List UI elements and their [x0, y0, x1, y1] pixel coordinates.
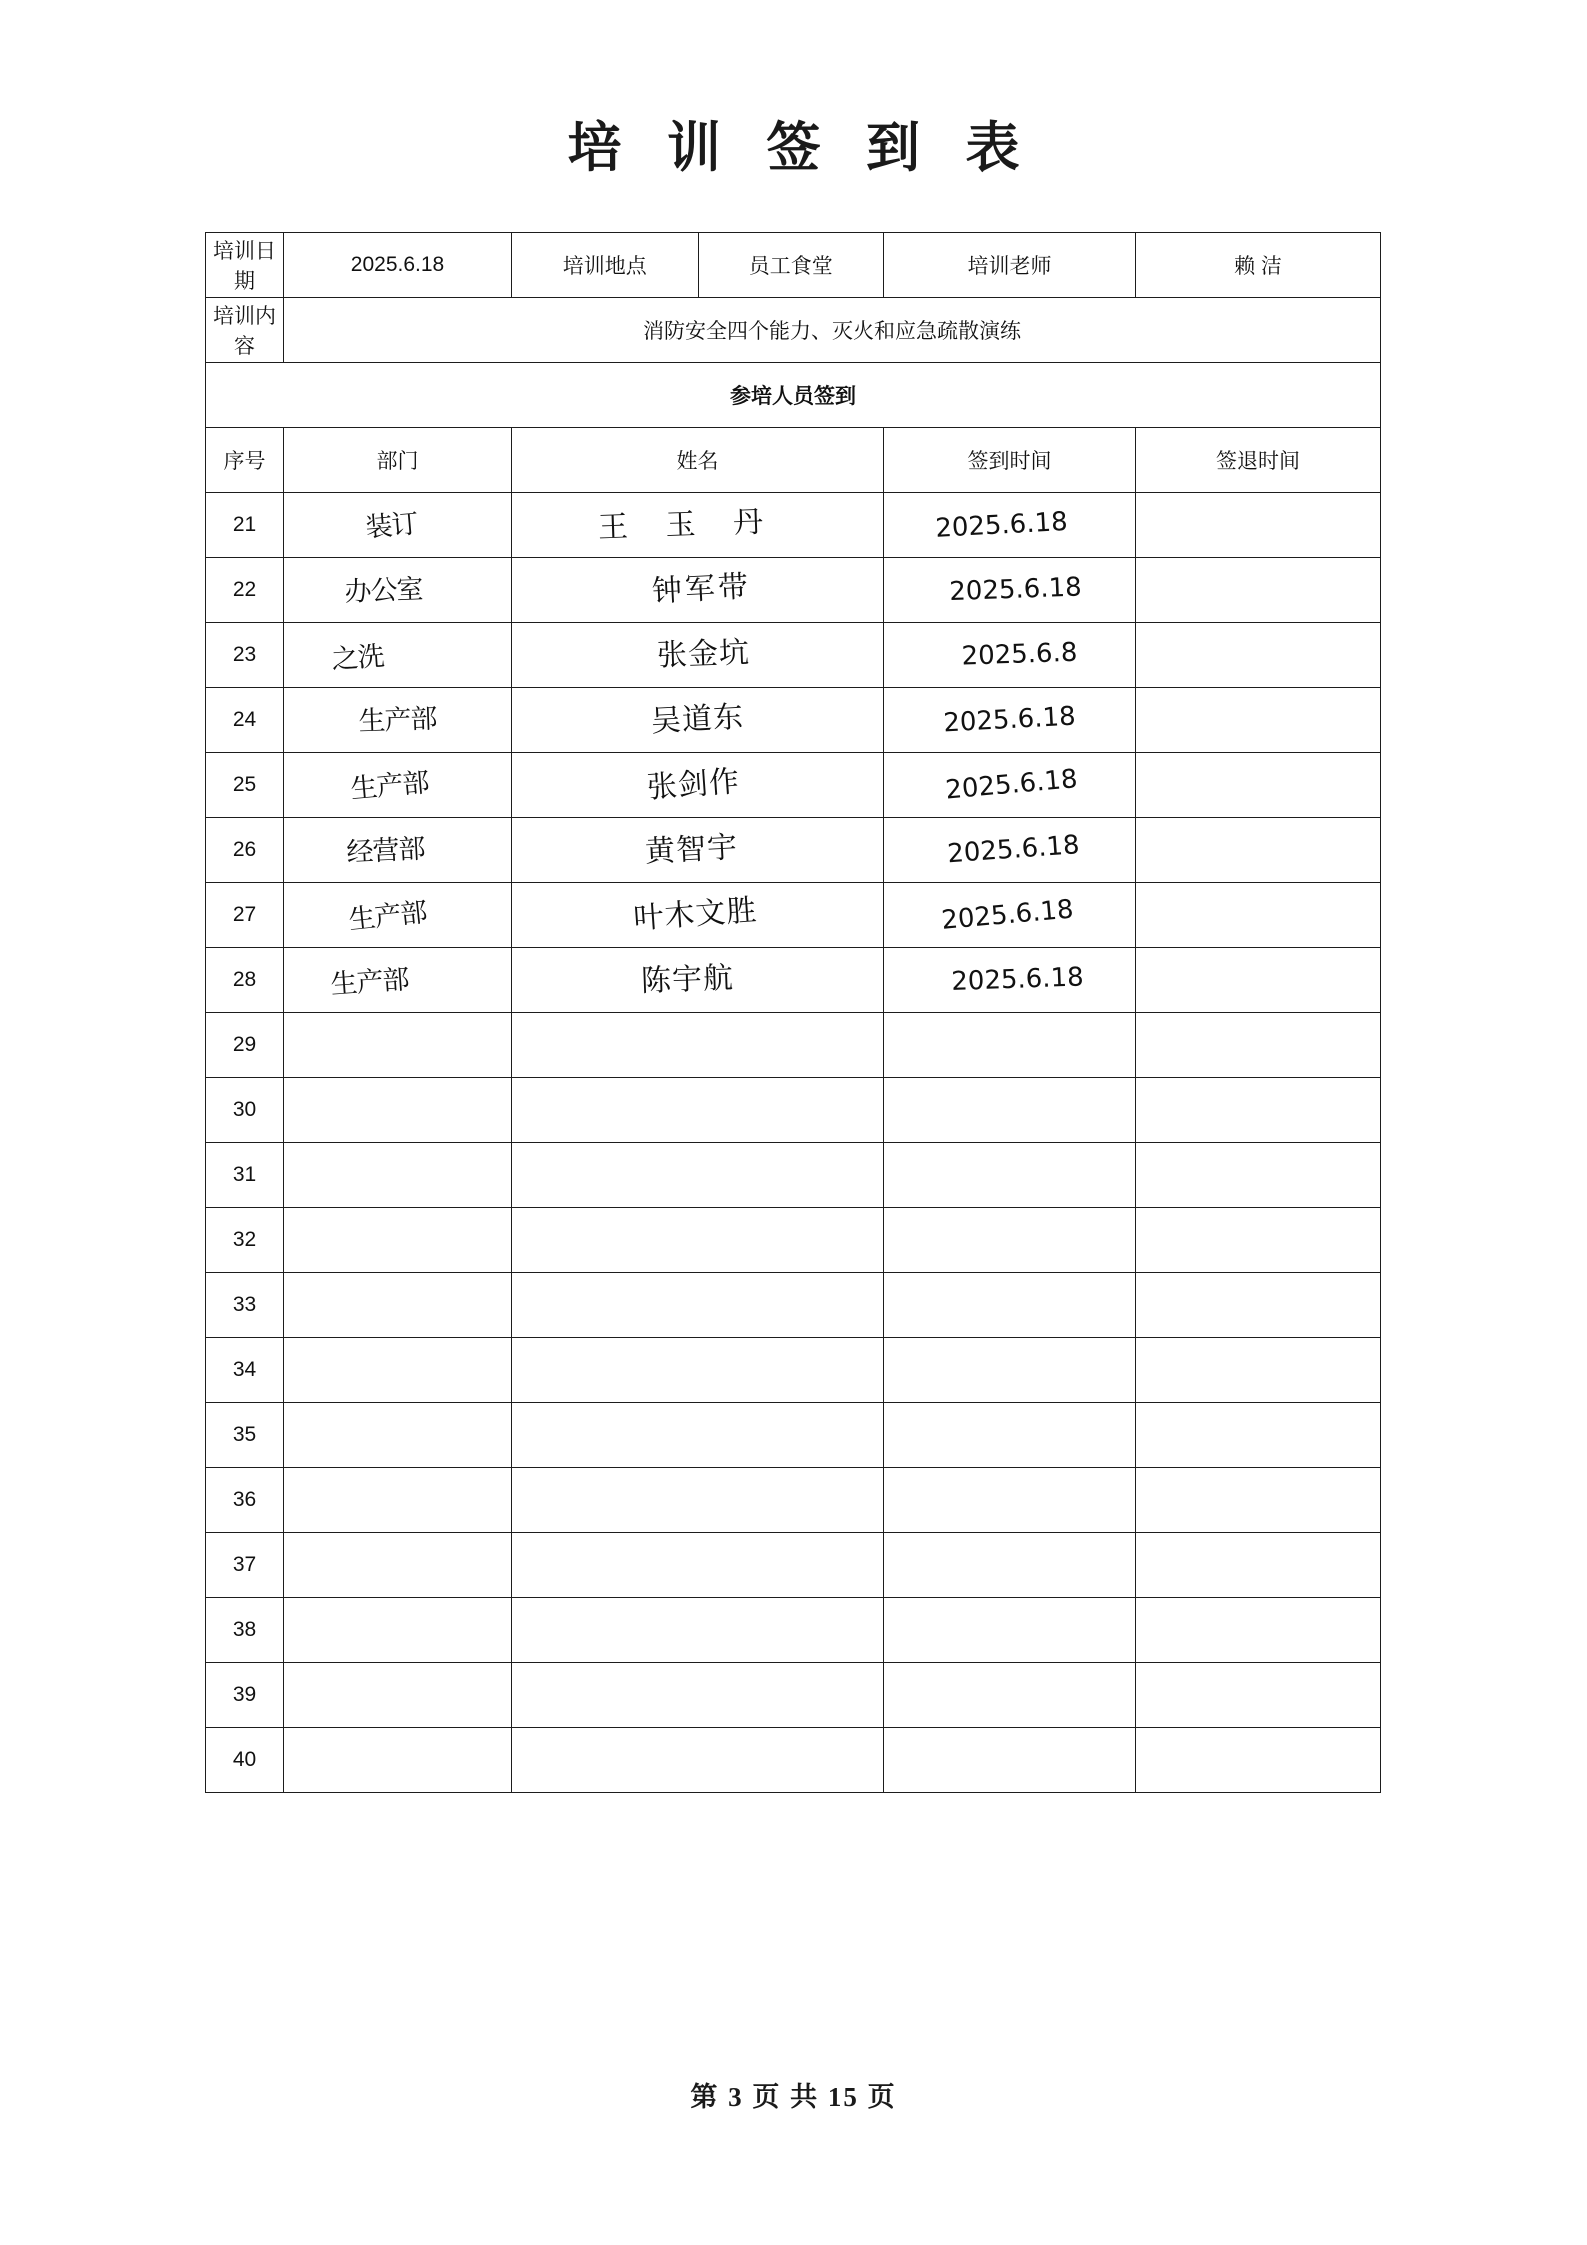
- date-value: 2025.6.18: [284, 233, 512, 298]
- row-signin[interactable]: [884, 1533, 1136, 1598]
- row-no: 40: [206, 1728, 284, 1793]
- row-signin[interactable]: [884, 1078, 1136, 1143]
- row-name[interactable]: [512, 1208, 884, 1273]
- row-signin[interactable]: [884, 1663, 1136, 1728]
- row-no: 39: [206, 1663, 284, 1728]
- handwritten-signin: 2025.6.18: [950, 962, 1085, 998]
- row-no: 27: [206, 883, 284, 948]
- place-label-cell: [512, 233, 884, 298]
- row-signout[interactable]: [1136, 1143, 1381, 1208]
- row-signin[interactable]: [884, 1468, 1136, 1533]
- col-header-signout: 签退时间: [1136, 428, 1381, 493]
- row-dept[interactable]: [284, 1468, 512, 1533]
- row-no: 30: [206, 1078, 284, 1143]
- handwritten-dept: 之洗: [330, 640, 385, 676]
- handwritten-name: 吴道东: [650, 699, 745, 740]
- row-signin[interactable]: [884, 1143, 1136, 1208]
- row-signin[interactable]: [884, 1273, 1136, 1338]
- row-signin[interactable]: [884, 948, 1136, 1013]
- row-name[interactable]: [512, 558, 884, 623]
- row-dept[interactable]: [284, 493, 512, 558]
- row-signin[interactable]: [884, 1208, 1136, 1273]
- row-signout[interactable]: [1136, 753, 1381, 818]
- handwritten-signout: [1144, 975, 1388, 984]
- row-dept[interactable]: [284, 883, 512, 948]
- handwritten-dept: 生产部: [357, 703, 438, 737]
- section-row: [206, 363, 1381, 428]
- row-name[interactable]: [512, 1078, 884, 1143]
- table-row: [206, 1208, 1381, 1273]
- row-no: 22: [206, 558, 284, 623]
- handwritten-dept: 办公室: [343, 573, 424, 608]
- teacher-value: 赖 洁: [1136, 233, 1381, 298]
- row-name[interactable]: [512, 1273, 884, 1338]
- table-row: [206, 883, 1381, 948]
- row-signout[interactable]: [1136, 1728, 1381, 1793]
- row-signout[interactable]: [1136, 493, 1381, 558]
- row-signout[interactable]: [1136, 818, 1381, 883]
- table-row: [206, 688, 1381, 753]
- row-signout[interactable]: [1136, 1598, 1381, 1663]
- row-dept[interactable]: [284, 558, 512, 623]
- page-footer: 第 3 页 共 15 页: [690, 2082, 897, 2112]
- handwritten-name: 黄智宇: [644, 829, 739, 870]
- row-signin[interactable]: [884, 818, 1136, 883]
- table-row: [206, 1338, 1381, 1403]
- row-name[interactable]: [512, 883, 884, 948]
- row-signin[interactable]: [884, 688, 1136, 753]
- handwritten-name: 陈宇航: [640, 960, 735, 999]
- row-no: 23: [206, 623, 284, 688]
- place-label: 培训地点: [512, 233, 699, 297]
- table-row: [206, 1143, 1381, 1208]
- row-signout[interactable]: [1136, 1663, 1381, 1728]
- table-row: [206, 1403, 1381, 1468]
- row-no: 26: [206, 818, 284, 883]
- row-signout[interactable]: [1136, 883, 1381, 948]
- row-no: 25: [206, 753, 284, 818]
- table-row: [206, 493, 1381, 558]
- signin-table-wrapper: [205, 232, 1380, 1793]
- row-signin[interactable]: [884, 1013, 1136, 1078]
- col-header-dept: 部门: [284, 428, 512, 493]
- table-row: [206, 558, 1381, 623]
- row-no: 21: [206, 493, 284, 558]
- table-row: [206, 1728, 1381, 1793]
- row-name[interactable]: [512, 1728, 884, 1793]
- row-dept[interactable]: [284, 1663, 512, 1728]
- row-no: 37: [206, 1533, 284, 1598]
- row-dept[interactable]: [284, 623, 512, 688]
- row-signout[interactable]: [1136, 1468, 1381, 1533]
- row-no: 28: [206, 948, 284, 1013]
- row-signout[interactable]: [1136, 558, 1381, 623]
- row-no: 35: [206, 1403, 284, 1468]
- handwritten-signout: [1142, 586, 1386, 595]
- col-header-signin: 签到时间: [884, 428, 1136, 493]
- row-signout[interactable]: [1136, 1533, 1381, 1598]
- column-header-row: [206, 428, 1381, 493]
- row-name[interactable]: [512, 1663, 884, 1728]
- handwritten-signin: 2025.6.18: [948, 572, 1083, 608]
- handwritten-signout: [1138, 774, 1381, 795]
- handwritten-signin: 2025.6.18: [946, 830, 1081, 870]
- content-label: 培训内容: [206, 298, 284, 363]
- row-name[interactable]: [512, 493, 884, 558]
- row-dept[interactable]: [284, 1078, 512, 1143]
- row-signin[interactable]: [884, 753, 1136, 818]
- handwritten-signout: [1146, 650, 1390, 659]
- row-dept[interactable]: [284, 818, 512, 883]
- handwritten-dept: 经营部: [345, 833, 426, 869]
- col-header-no: 序号: [206, 428, 284, 493]
- row-dept[interactable]: [284, 1143, 512, 1208]
- row-name[interactable]: [512, 1533, 884, 1598]
- table-row: [206, 623, 1381, 688]
- handwritten-name: 张剑作: [645, 764, 742, 806]
- row-dept[interactable]: [284, 1013, 512, 1078]
- row-signout[interactable]: [1136, 1208, 1381, 1273]
- row-dept[interactable]: [284, 1728, 512, 1793]
- handwritten-signin: 2025.6.18: [934, 506, 1069, 544]
- row-no: 34: [206, 1338, 284, 1403]
- handwritten-name: 叶木文胜: [632, 892, 759, 937]
- row-name[interactable]: [512, 623, 884, 688]
- row-dept[interactable]: [284, 1338, 512, 1403]
- row-dept[interactable]: [284, 1403, 512, 1468]
- table-row: [206, 1468, 1381, 1533]
- date-label: 培训日期: [206, 233, 284, 298]
- row-signin[interactable]: [884, 493, 1136, 558]
- row-no: 24: [206, 688, 284, 753]
- row-no: 36: [206, 1468, 284, 1533]
- row-no: 38: [206, 1598, 284, 1663]
- row-name[interactable]: [512, 1338, 884, 1403]
- info-row-2: [206, 298, 1381, 363]
- handwritten-dept: 生产部: [349, 766, 430, 805]
- row-signin[interactable]: [884, 1403, 1136, 1468]
- page-title: 培 训 签 到 表: [567, 118, 1036, 178]
- col-header-name: 姓名: [512, 428, 884, 493]
- section-label: 参培人员签到: [206, 363, 1381, 428]
- row-name[interactable]: [512, 1013, 884, 1078]
- handwritten-signout: [1128, 519, 1372, 532]
- row-name[interactable]: [512, 948, 884, 1013]
- row-name[interactable]: [512, 1598, 884, 1663]
- row-dept[interactable]: [284, 688, 512, 753]
- handwritten-name: 钟军带: [651, 569, 752, 610]
- row-signin[interactable]: [884, 623, 1136, 688]
- table-row: [206, 1598, 1381, 1663]
- row-signout[interactable]: [1136, 1078, 1381, 1143]
- handwritten-signin: 2025.6.18: [944, 764, 1079, 806]
- handwritten-signin: 2025.6.18: [940, 894, 1075, 936]
- row-dept[interactable]: [284, 1533, 512, 1598]
- row-no: 29: [206, 1013, 284, 1078]
- table-row: [206, 1013, 1381, 1078]
- row-dept[interactable]: [284, 753, 512, 818]
- row-signout[interactable]: [1136, 1013, 1381, 1078]
- table-row: [206, 948, 1381, 1013]
- row-signout[interactable]: [1136, 1273, 1381, 1338]
- row-dept[interactable]: [284, 1273, 512, 1338]
- handwritten-signout: [1134, 905, 1377, 926]
- table-row: [206, 1078, 1381, 1143]
- handwritten-name: 王 玉 丹: [597, 504, 778, 546]
- row-name[interactable]: [512, 1143, 884, 1208]
- row-signout[interactable]: [1136, 688, 1381, 753]
- teacher-label: 培训老师: [884, 233, 1136, 298]
- row-no: 33: [206, 1273, 284, 1338]
- table-row: [206, 818, 1381, 883]
- handwritten-dept: 生产部: [329, 963, 410, 1001]
- content-value: 消防安全四个能力、灭火和应急疏散演练: [284, 298, 1381, 363]
- row-signin[interactable]: [884, 1338, 1136, 1403]
- handwritten-dept: 生产部: [347, 896, 428, 936]
- row-signout[interactable]: [1136, 1403, 1381, 1468]
- place-value: 员工食堂: [748, 255, 833, 278]
- row-signin[interactable]: [884, 1598, 1136, 1663]
- row-name[interactable]: [512, 1403, 884, 1468]
- table-row: [206, 1273, 1381, 1338]
- row-signin[interactable]: [884, 883, 1136, 948]
- table-row: [206, 1533, 1381, 1598]
- row-signout[interactable]: [1136, 623, 1381, 688]
- row-no: 31: [206, 1143, 284, 1208]
- row-no: 32: [206, 1208, 284, 1273]
- row-signin[interactable]: [884, 558, 1136, 623]
- handwritten-name: 张金坑: [656, 635, 751, 674]
- row-name[interactable]: [512, 753, 884, 818]
- info-row-1: [206, 233, 1381, 298]
- row-dept[interactable]: [284, 1598, 512, 1663]
- handwritten-dept: 装订: [364, 507, 419, 544]
- row-signout[interactable]: [1136, 1338, 1381, 1403]
- handwritten-signin: 2025.6.8: [961, 637, 1078, 672]
- row-signin[interactable]: [884, 1728, 1136, 1793]
- row-dept[interactable]: [284, 1208, 512, 1273]
- handwritten-signout: [1140, 841, 1383, 858]
- row-signout[interactable]: [1136, 948, 1381, 1013]
- row-name[interactable]: [512, 1468, 884, 1533]
- table-row: [206, 753, 1381, 818]
- row-name[interactable]: [512, 818, 884, 883]
- table-row: [206, 1663, 1381, 1728]
- signin-table: [205, 232, 1381, 1793]
- row-name[interactable]: [512, 688, 884, 753]
- handwritten-signin: 2025.6.18: [942, 701, 1077, 739]
- handwritten-signout: [1136, 714, 1380, 727]
- row-dept[interactable]: [284, 948, 512, 1013]
